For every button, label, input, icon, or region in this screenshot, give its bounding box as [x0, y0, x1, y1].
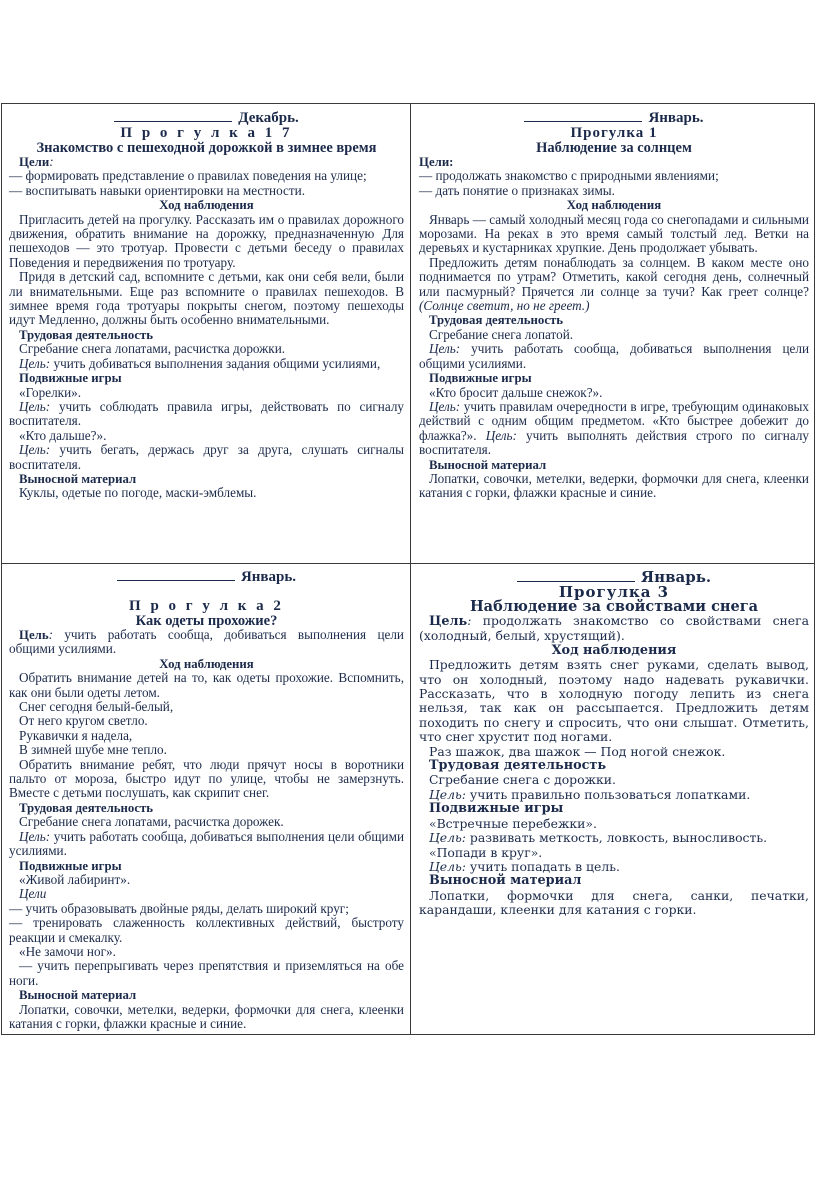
month-title	[9, 570, 404, 585]
goal-item: — воспитывать навыки ориентировки на местности.	[9, 182, 305, 198]
walk-number: П р о г у л к а 1 7	[120, 125, 293, 141]
goal-item: — продолжать знакомство с природными явлениями;	[419, 168, 719, 184]
games-heading: Подвижные игры	[19, 371, 122, 386]
game-goal: учить бегать, держась друг за друга, слушать сигналы воспитателя.	[9, 442, 404, 472]
game-name: «Попади в круг».	[429, 844, 543, 860]
games-heading: Подвижные игры	[19, 858, 122, 873]
goals-label: Цели	[19, 886, 47, 902]
card-december-walk-17	[2, 111, 409, 501]
row-divider	[2, 563, 814, 564]
walk-theme: Наблюдение за солнцем	[536, 140, 692, 156]
game-goal: учить выполнять действия строго по сигналу воспитателя.	[419, 427, 810, 458]
month-label: Январь.	[640, 568, 712, 586]
goal-item: — формировать представление о правилах поведения на улице;	[9, 168, 367, 184]
work-text: Сгребание снега лопатами, расчистка дорожек.	[19, 814, 284, 830]
work-text: Сгребание снега лопатой.	[429, 326, 574, 342]
game-goal: развивать меткость, ловкость, выносливость.	[469, 830, 768, 846]
work-text: Сгребание снега с дорожки.	[429, 772, 616, 788]
goal-label: Цель	[19, 628, 49, 642]
month-label: Январь.	[240, 569, 297, 585]
poem-line: Рукавички я надела,	[19, 727, 133, 743]
game-name: «Не замочи ног».	[19, 943, 116, 959]
goal-colon: :	[467, 613, 472, 628]
goal-item: — тренировать слаженность коллективных действий, быстроту реакции и смекалку.	[9, 915, 404, 945]
goal-text: учить работать сообща, добиваться выполнения цели общими усилиями.	[9, 627, 404, 657]
game-goal: — учить перепрыгивать через препятствия и приземляться на обе ноги.	[9, 958, 404, 988]
game-goal: учить правилам очередности в игре, требующим одинаковых действий с одним общим предметом. «Кто быстрее добежит до флажка?».	[419, 398, 809, 443]
material-heading: Выносной материал	[19, 471, 137, 486]
material-text: Лопатки, совочки, метелки, ведерки, формочки для снега, клеенки катания с горки, флажки красные и синие.	[9, 1001, 404, 1031]
observation-text: Январь — самый холодный месяц года со снегопадами и сильными морозами. На реках в это время самый толстый лед. Ветки на деревьях и кустарниках хрупкие. День продолжает убывать.	[419, 211, 809, 256]
goal-label: Цель:	[485, 427, 517, 443]
month-title	[9, 111, 404, 126]
goal-label: Цель:	[19, 442, 51, 458]
observation-text: Придя в детский сад, вспомните с детьми, как они себя вели, были ли внимательными. Еще раз вспомните о правилах пешеходов. В зимнее время года тротуары покрыты снегом, поэтому пешеходы идут Медленно, должны быть особенно внимательными.	[9, 269, 404, 328]
walk-number: П р о г у л к а 2	[129, 598, 284, 614]
walk-theme: Наблюдение за свойствами снега	[469, 598, 759, 615]
goal-label: Цель:	[429, 398, 461, 414]
goal-label: Цель:	[429, 786, 466, 802]
observation-text: Предложить детям понаблюдать за солнцем. В каком месте оно поднимается по утрам? Отметить, какой сегодня день, солнечный или пасмурный? Прячется ли солнце за тучи? Как греет солнце?	[419, 254, 809, 299]
game-goal: учить соблюдать правила игры, действовать по сигналу воспитателя.	[9, 398, 404, 429]
game-goal: учить попадать в цель.	[469, 858, 620, 874]
poem-line: От него кругом светло.	[19, 713, 148, 729]
game-name: «Живой лабиринт».	[19, 871, 131, 887]
material-heading: Выносной материал	[429, 457, 547, 472]
work-heading: Трудовая деятельность	[19, 800, 154, 815]
month-underline	[524, 111, 642, 122]
goal-label: Цель:	[429, 830, 466, 846]
walk-number: Прогулка 1	[570, 125, 658, 141]
observation-text: Предложить детям взять снег руками, сделать вывод, что он холодный, поэтому надо надевать рукавички. Рассказать, что в холодную погоду лепить из снега нельзя, так как он рассыпается. Предложить детям походить по снегу и спросить, что они слышат. Отметить, что снег хрустит под ногами.	[419, 657, 809, 745]
work-text: Сгребание снега лопатами, расчистка дорожки.	[19, 341, 286, 357]
observation-heading: Ход наблюдения	[159, 656, 254, 671]
month-label: Декабрь.	[238, 110, 299, 126]
card-january-walk-2	[2, 570, 409, 1031]
walk-number: Прогулка 3	[558, 583, 670, 601]
work-goal: учить работать сообща, добиваться выполнения цели общими усилиями.	[419, 341, 809, 371]
work-heading: Трудовая деятельность	[19, 327, 154, 342]
poem-line: В зимней шубе мне тепло.	[19, 742, 167, 758]
walk-cards-table	[1, 103, 815, 1035]
month-underline	[517, 571, 635, 582]
goal-item: — учить образовывать двойные ряды, делать широкий круг;	[9, 900, 349, 916]
work-heading: Трудовая деятельность	[429, 758, 607, 774]
work-goal: учить работать сообща, добиваться выполнения цели общими усилиями.	[9, 828, 404, 859]
goals-heading: Цели:	[419, 155, 454, 169]
card-january-walk-1	[412, 111, 814, 501]
walk-theme: Как одеты прохожие?	[135, 613, 278, 629]
material-text: Лопатки, совочки, метелки, ведерки, формочки для снега, клеенки катания с горки, флажки красные и синие.	[419, 470, 809, 501]
poem-line: Снег сегодня белый-белый,	[19, 699, 174, 715]
material-text: Куклы, одетые по погоде, маски-эмблемы.	[19, 485, 257, 501]
game-name: «Горелки».	[19, 384, 82, 400]
material-heading: Выносной материал	[19, 988, 137, 1003]
observation-heading: Ход наблюдения	[159, 198, 254, 213]
observation-answer: (Солнце светит, но не греет.)	[419, 298, 590, 314]
card-january-walk-3	[412, 570, 814, 918]
goals-heading: Цели	[19, 155, 50, 169]
goals-colon: :	[49, 154, 54, 169]
month-underline	[117, 570, 235, 581]
games-heading: Подвижные игры	[429, 371, 532, 386]
work-goal: учить добиваться выполнения задания общими усилиями,	[53, 355, 381, 371]
material-text: Лопатки, формочки для снега, санки, печатки, карандаши, клеенки для катания с горки.	[419, 887, 809, 918]
games-heading: Подвижные игры	[429, 801, 564, 817]
observation-heading: Ход наблюдения	[566, 198, 662, 213]
goal-label: Цель:	[429, 858, 466, 874]
column-divider	[410, 104, 411, 1034]
goal-label: Цель:	[19, 398, 51, 414]
observation-text: Обратить внимание ребят, что люди прячут носы в воротники пальто от мороза, быстро идут по улице, чтобы не замерзнуть. Вместе с детьми послушать, как скрипит снег.	[9, 756, 404, 801]
walk-theme: Знакомство с пешеходной дорожкой в зимнее время	[36, 140, 377, 156]
month-underline	[114, 111, 232, 122]
goal-colon: :	[48, 627, 53, 642]
observation-text: Пригласить детей на прогулку. Рассказать им о правилах дорожного движения, обратить внимание на дорожку, предназначенную Для пешеходов — это тротуар. Провести с детьми беседу о правилах Поведения и передвижения по тротуару.	[9, 211, 404, 270]
work-heading: Трудовая деятельность	[429, 313, 564, 328]
month-title	[419, 111, 809, 126]
goal-label: Цель	[429, 614, 468, 629]
game-name: «Кто бросит дальше снежок?».	[429, 384, 603, 400]
goal-text: продолжать знакомство со свойствами снега (холодный, белый, хрустящий).	[419, 613, 809, 644]
rhyme-line: Раз шажок, два шажок — Под ногой снежок.	[429, 743, 726, 759]
material-heading: Выносной материал	[429, 873, 582, 889]
observation-text: Обратить внимание детей на то, как одеты прохожие. Вспомнить, как они были одеты летом.	[9, 670, 404, 700]
observation-heading: Ход наблюдения	[551, 642, 677, 658]
month-label: Январь.	[648, 110, 704, 126]
goal-label: Цель:	[19, 355, 51, 371]
work-goal: учить правильно пользоваться лопатками.	[469, 786, 751, 802]
game-name: «Кто дальше?».	[19, 427, 107, 443]
game-name: «Встречные перебежки».	[429, 815, 597, 831]
goal-label: Цель:	[19, 828, 51, 844]
goal-label: Цель:	[429, 341, 461, 357]
goal-item: — дать понятие о признаках зимы.	[419, 182, 615, 198]
